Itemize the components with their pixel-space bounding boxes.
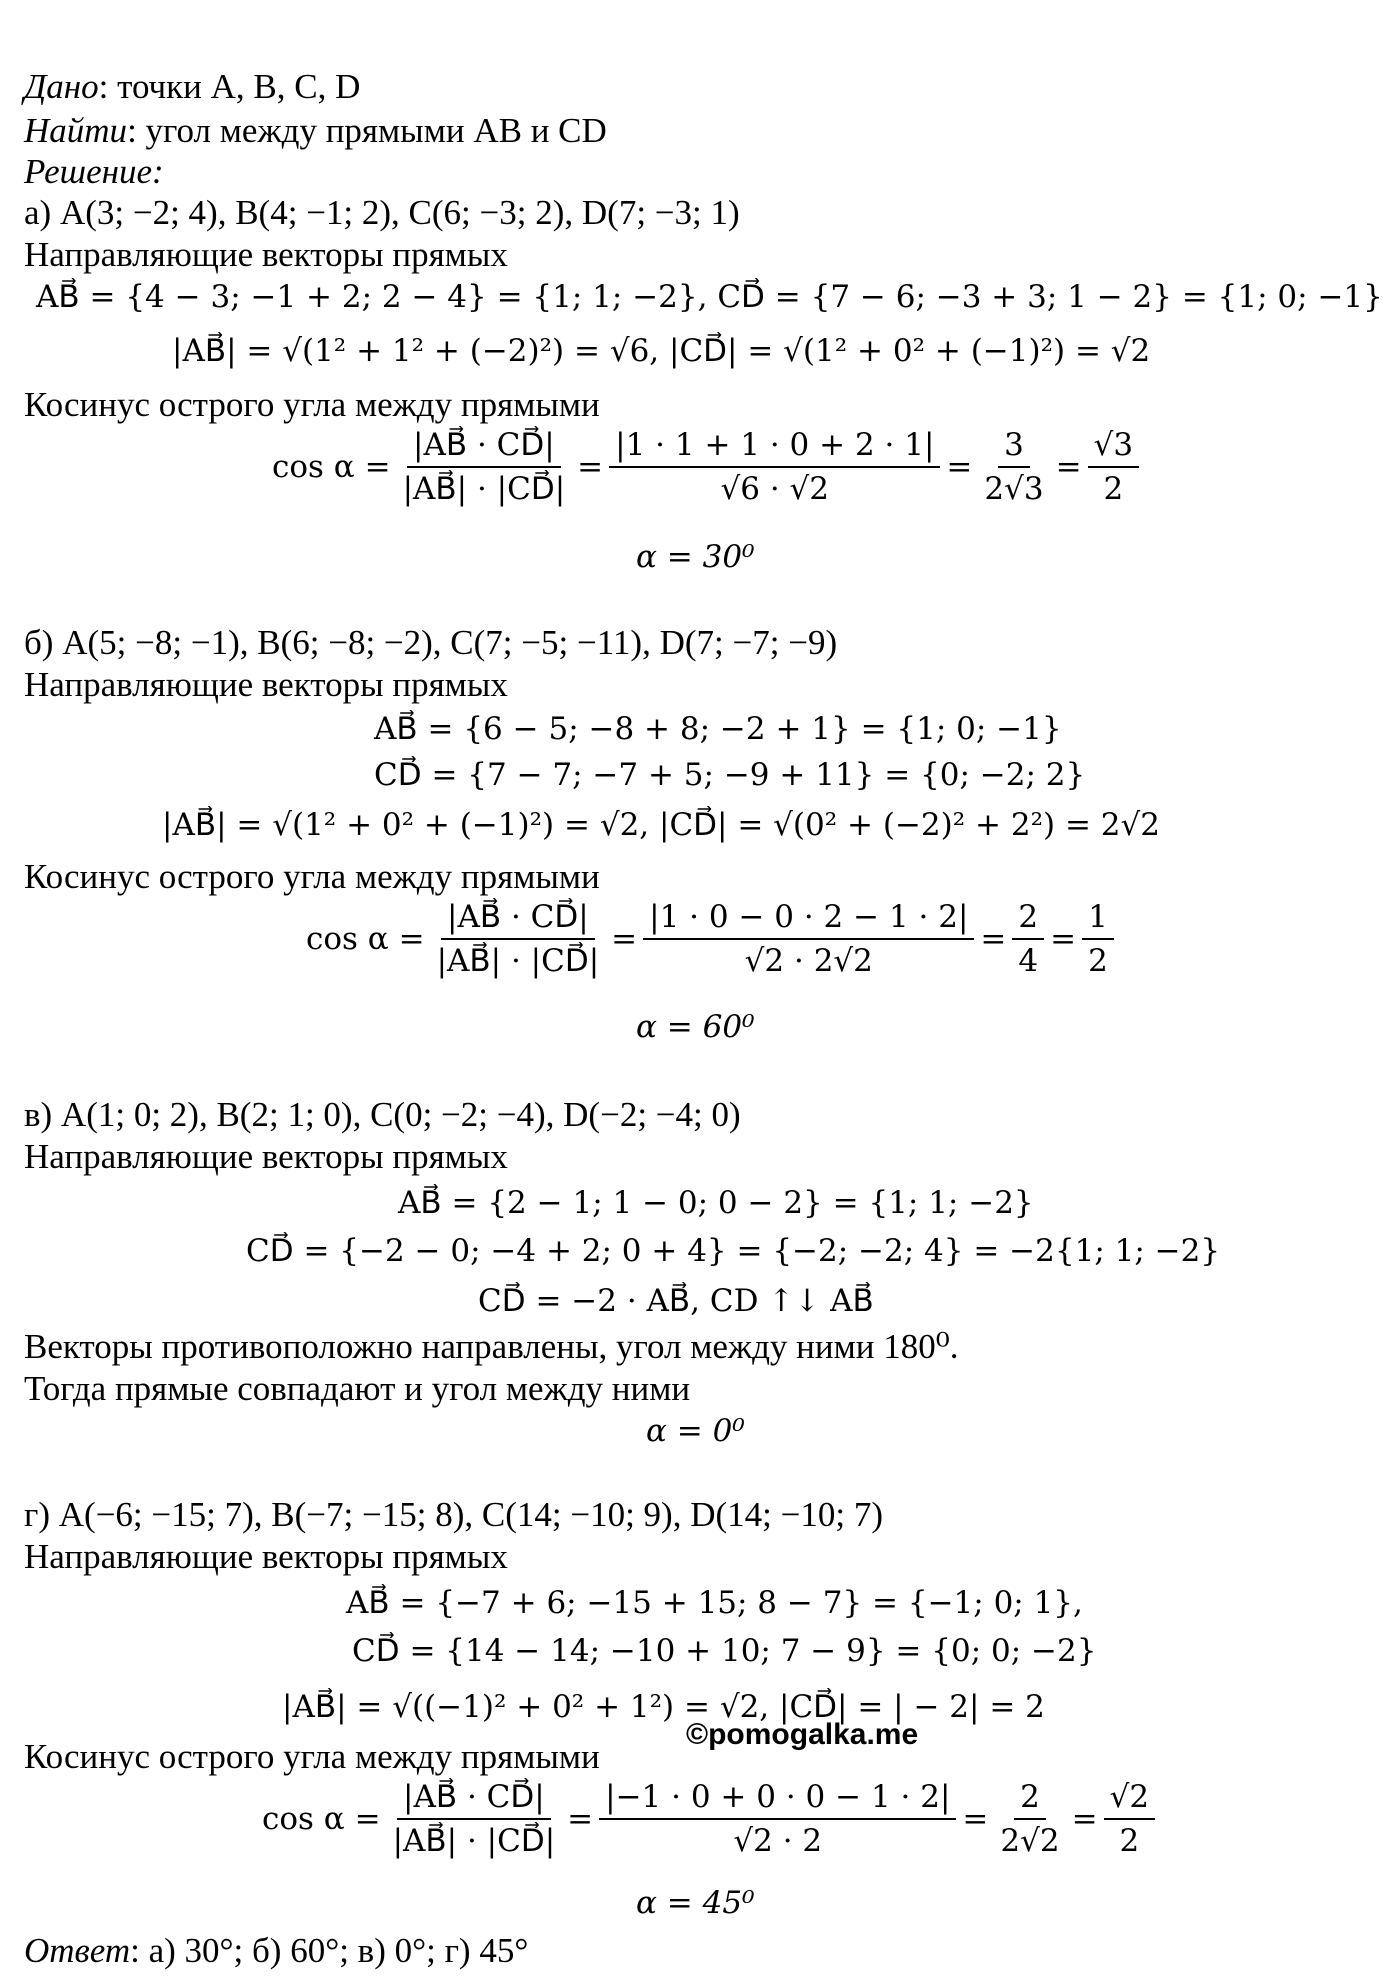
part-a-dir-label: Направляющие векторы прямых — [24, 235, 508, 274]
find-label: Найти — [24, 111, 128, 150]
fraction: $\frac{3}{2√3}$ — [984, 427, 1044, 508]
fraction: $\frac{|1 \cdot 1 + 1 \cdot 0 + 2 \cdot 1|}{√6 \cdot √2}$ — [609, 428, 940, 506]
part-d-lengths: |AB⃗| = √((−1)² + 0² + 1²) = √2, |CD⃗| = | − 2| = 2 — [282, 1689, 1045, 1725]
part-a-cos-formula: cos α = $\frac{|AB⃗ \cdot CD⃗|}{|AB⃗| \cdot |CD⃗|}$ = $\frac{|1 \cdot 1 + 1 \cdot 0 + 2 \cdot 1|}{√6 \cdot √2}$ = $\frac{3}{2√3}$ = $\frac{√3}{2}$ — [272, 428, 1145, 506]
part-a-result: α = 30⁰ — [636, 539, 755, 575]
fraction: $\frac{|AB⃗ \cdot CD⃗|}{|AB⃗| \cdot |CD⃗|}$ — [402, 427, 566, 508]
part-a-header: а) A(3; −2; 4), B(4; −1; 2), C(6; −3; 2), D(7; −3; 1) — [24, 193, 740, 232]
part-c-vector-cd: CD⃗ = {−2 − 0; −4 + 2; 0 + 4} = {−2; −2; 4} = −2{1; 1; −2} — [246, 1233, 1221, 1269]
part-b-dir-label: Направляющие векторы прямых — [24, 665, 508, 704]
part-a-vectors: AB⃗ = {4 − 3; −1 + 2; 2 − 4} = {1; 1; −2}, CD⃗ = {7 − 6; −3 + 3; 1 − 2} = {1; 0; −1} — [36, 279, 1383, 315]
fraction: $\frac{2}{4}$ — [1012, 900, 1044, 978]
part-b-result: α = 60⁰ — [636, 1009, 755, 1045]
solution-label: Решение: — [24, 152, 164, 191]
fraction: $\frac{1}{2}$ — [1082, 900, 1114, 978]
part-b-header: б) A(5; −8; −1), B(6; −8; −2), C(7; −5; −11), D(7; −7; −9) — [24, 623, 838, 662]
fraction: $\frac{|-1 \cdot 0 + 0 \cdot 0 - 1 \cdot 2|}{√2 \cdot 2}$ — [599, 1780, 956, 1858]
fraction: $\frac{|AB⃗ \cdot CD⃗|}{|AB⃗| \cdot |CD⃗|}$ — [436, 899, 600, 980]
watermark: ©pomogalka.me — [686, 1718, 919, 1751]
part-d-result: α = 45⁰ — [636, 1885, 755, 1921]
part-b-vector-ab: AB⃗ = {6 − 5; −8 + 8; −2 + 1} = {1; 0; −1} — [374, 711, 1062, 747]
fraction: $\frac{|AB⃗ \cdot CD⃗|}{|AB⃗| \cdot |CD⃗|}$ — [392, 1779, 556, 1860]
part-c-result: α = 0⁰ — [646, 1413, 745, 1449]
fraction: $\frac{√3}{2}$ — [1088, 428, 1139, 506]
given-line — [24, 68, 360, 107]
answer-line — [24, 1932, 528, 1971]
part-d-vector-cd: CD⃗ = {14 − 14; −10 + 10; 7 − 9} = {0; 0; −2} — [352, 1633, 1097, 1669]
part-c-note2: Тогда прямые совпадают и угол между ними — [24, 1369, 691, 1408]
answer-text: : а) 30°; б) 60°; в) 0°; г) 45° — [130, 1931, 529, 1970]
part-d-dir-label: Направляющие векторы прямых — [24, 1537, 508, 1576]
part-a-lengths: |AB⃗| = √(1² + 1² + (−2)²) = √6, |CD⃗| = √(1² + 0² + (−1)²) = √2 — [172, 333, 1151, 369]
find-line — [24, 112, 607, 151]
part-b-cos-label: Косинус острого угла между прямыми — [24, 857, 600, 896]
part-b-cos-formula: cos α = $\frac{|AB⃗ \cdot CD⃗|}{|AB⃗| \cdot |CD⃗|}$ = $\frac{|1 \cdot 0 - 0 \cdot 2 - 1 \cdot 2|}{√2 \cdot 2√2}$ = $\frac{2}{4}$ = $\frac{1}{2}$ — [306, 900, 1120, 978]
part-d-cos-label: Косинус острого угла между прямыми — [24, 1737, 600, 1776]
part-d-cos-formula: cos α = $\frac{|AB⃗ \cdot CD⃗|}{|AB⃗| \cdot |CD⃗|}$ = $\frac{|-1 \cdot 0 + 0 \cdot 0 - 1 \cdot 2|}{√2 \cdot 2}$ = $\frac{2}{2√2}$ = $\frac{√2}{2}$ — [262, 1780, 1161, 1858]
cos-lhs: cos α = — [306, 921, 425, 958]
part-d-header: г) A(−6; −15; 7), B(−7; −15; 8), C(14; −10; 9), D(14; −10; 7) — [24, 1495, 883, 1534]
part-c-vector-ab: AB⃗ = {2 − 1; 1 − 0; 0 − 2} = {1; 1; −2} — [398, 1185, 1034, 1221]
cos-lhs: cos α = — [262, 1801, 381, 1838]
cos-lhs: cos α = — [272, 449, 391, 486]
fraction: $\frac{2}{2√2}$ — [1000, 1779, 1060, 1860]
fraction: $\frac{√2}{2}$ — [1104, 1780, 1155, 1858]
given-text: : точки A, B, C, D — [98, 67, 361, 106]
answer-label: Ответ — [24, 1931, 131, 1970]
part-b-lengths: |AB⃗| = √(1² + 0² + (−1)²) = √2, |CD⃗| = √(0² + (−2)² + 2²) = 2√2 — [162, 807, 1160, 843]
find-text: : угол между прямыми AB и CD — [127, 111, 607, 150]
part-c-collinear: CD⃗ = −2 · AB⃗, CD ↑↓ AB⃗ — [478, 1283, 874, 1319]
part-c-note1: Векторы противоположно направлены, угол между ними 180⁰. — [24, 1327, 959, 1366]
part-b-vector-cd: CD⃗ = {7 − 7; −7 + 5; −9 + 11} = {0; −2; 2} — [374, 757, 1086, 793]
part-d-vector-ab: AB⃗ = {−7 + 6; −15 + 15; 8 − 7} = {−1; 0; 1}, — [346, 1585, 1083, 1621]
fraction: $\frac{|1 \cdot 0 - 0 \cdot 2 - 1 \cdot 2|}{√2 \cdot 2√2}$ — [643, 900, 974, 978]
part-c-dir-label: Направляющие векторы прямых — [24, 1137, 508, 1176]
part-c-header: в) A(1; 0; 2), B(2; 1; 0), C(0; −2; −4), D(−2; −4; 0) — [24, 1095, 741, 1134]
part-a-cos-label: Косинус острого угла между прямыми — [24, 385, 600, 424]
given-label: Дано — [24, 67, 99, 106]
